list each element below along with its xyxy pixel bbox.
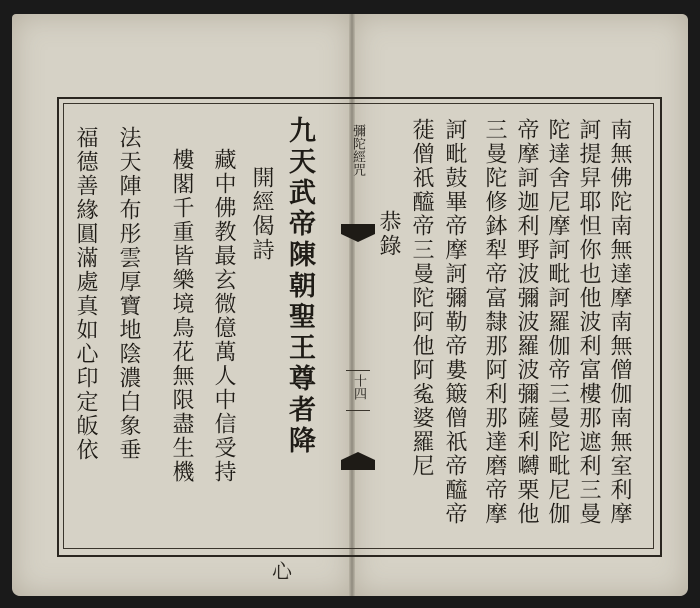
invocation-title: 九天武帝陳朝聖王尊者降: [284, 116, 315, 457]
mantra-col-1: 南無佛陀南無達摩南無僧伽南無室利摩: [607, 118, 632, 526]
verse-heading: 開經偈詩: [249, 166, 274, 262]
mantra-col-6: 訶毗鼓畢帝摩訶彌勒帝婁簸僧祇帝醯帝: [442, 118, 467, 526]
folio-number: 十四: [351, 374, 366, 400]
verse-line-4: 福德善緣圓滿處真如心印定皈依: [73, 126, 98, 462]
folio-rule-top: [346, 370, 370, 371]
verse-line-3: 法天陣布彤雲厚寶地陰濃白象垂: [116, 126, 141, 462]
mantra-col-2: 訶提舁耶怛你也他波利富樓那遮利三曼: [576, 118, 601, 526]
center-book-title: 彌陀經咒: [350, 124, 365, 176]
mantra-col-3: 陀達舍尼摩訶毗訶羅伽帝三曼陀毗尼伽: [545, 118, 570, 526]
mantra-col-4: 帝摩訶迦利野波彌波羅波彌薩利嚩栗他: [514, 118, 539, 526]
mantra-col-5: 三曼陀修鉢犁帝富隸那阿利那達磨帝摩: [482, 118, 507, 526]
right-heading: 恭錄: [376, 210, 401, 258]
lower-fishtail-mark: [341, 452, 375, 470]
upper-fishtail-mark: [341, 224, 375, 242]
mantra-col-7: 蓰僧祇醯帝三曼陀阿他阿㝹婆羅尼: [409, 118, 434, 478]
bottom-mark: 心: [272, 559, 292, 583]
verse-line-2: 樓閣千重皆樂境鳥花無限盡生機: [169, 148, 194, 484]
verse-line-1: 藏中佛教最玄微億萬人中信受持: [211, 148, 236, 484]
folio-rule-bottom: [346, 410, 370, 411]
